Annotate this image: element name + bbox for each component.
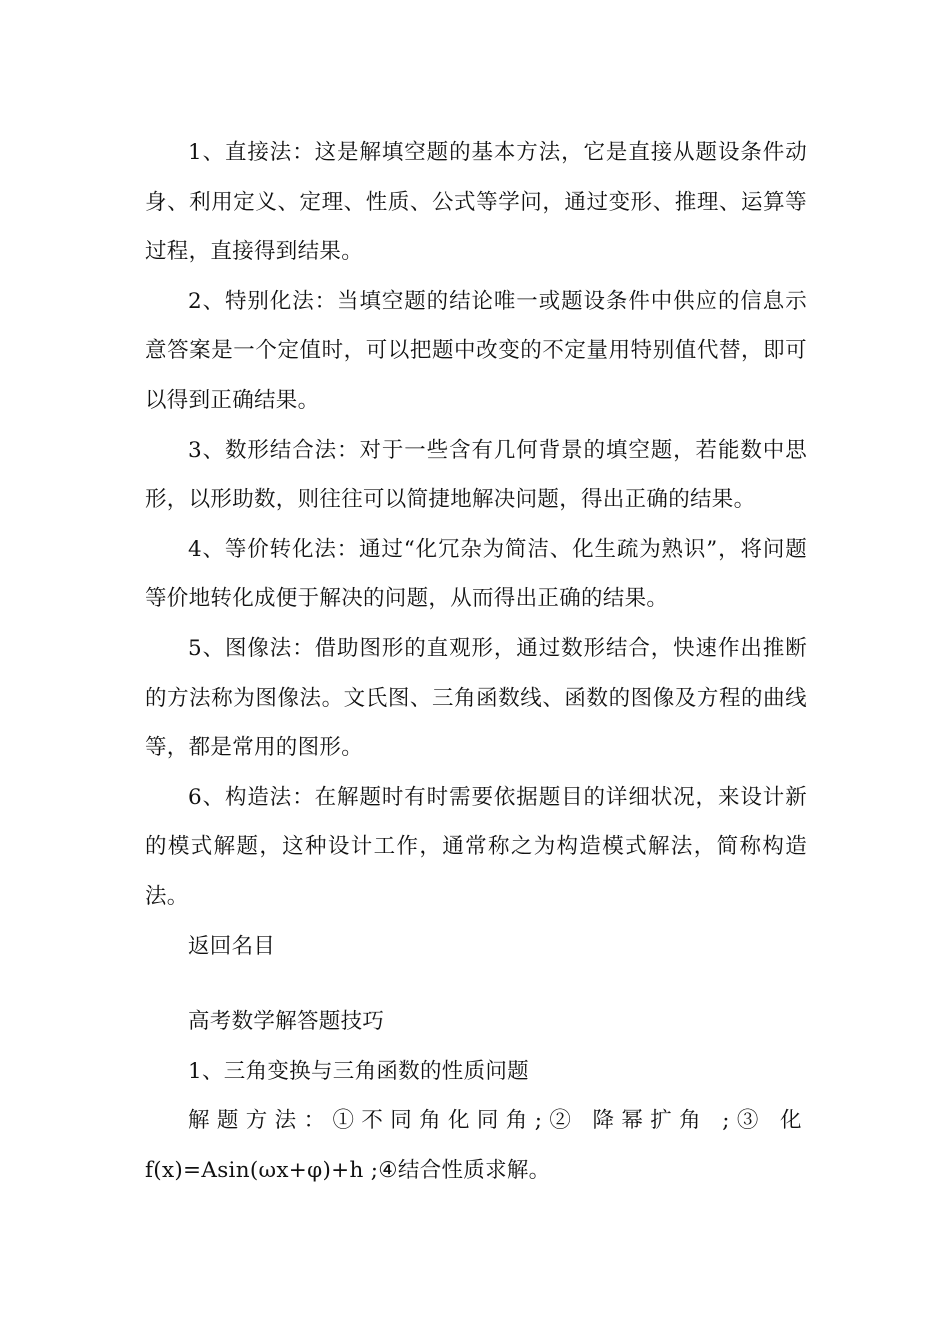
- section-title: 高考数学解答题技巧: [188, 1009, 385, 1035]
- back-to-contents-link[interactable]: 返回名目: [188, 933, 276, 959]
- paragraph-construct-method: 6、构造法：在解题时有时需要依据题目的详细状况，来设计新的模式解题，这种设计工作，通常称之为构造模式解法，简称构造法。: [145, 784, 807, 909]
- paragraph-solving-method: [145, 1096, 807, 1195]
- method-suffix: ;④结合性质求解。: [363, 1157, 551, 1183]
- method-prefix: 解题方法：①不同角化同角;② 降幂扩角 ;③ 化: [188, 1108, 807, 1134]
- paragraph-image-method: 5、图像法：借助图形的直观形，通过数形结合，快速作出推断的方法称为图像法。文氏图、三角函数线、函数的图像及方程的曲线等，都是常用的图形。: [145, 635, 807, 761]
- paragraph-equivalent-method: 4、等价转化法：通过“化冗杂为简洁、化生疏为熟识”，将问题等价地转化成便于解决的问题，从而得出正确的结果。: [145, 536, 807, 612]
- paragraph-shape-number-method: 3、数形结合法：对于一些含有几何背景的填空题，若能数中思形，以形助数，则往往可以简捷地解决问题，得出正确的结果。: [145, 437, 807, 513]
- document-body: [145, 128, 807, 1195]
- method-formula: f(x)=Asin(ωx+φ)+h: [145, 1157, 364, 1183]
- paragraph-direct-method: 1、直接法：这是解填空题的基本方法，它是直接从题设条件动身、利用定义、定理、性质、公式等学问，通过变形、推理、运算等过程，直接得到结果。: [145, 140, 807, 265]
- list-item-trig: 1、三角变换与三角函数的性质问题: [188, 1058, 529, 1084]
- paragraph-special-method: 2、特别化法：当填空题的结论唯一或题设条件中供应的信息示意答案是一个定值时，可以把题中改变的不定量用特别值代替，即可以得到正确结果。: [145, 288, 807, 413]
